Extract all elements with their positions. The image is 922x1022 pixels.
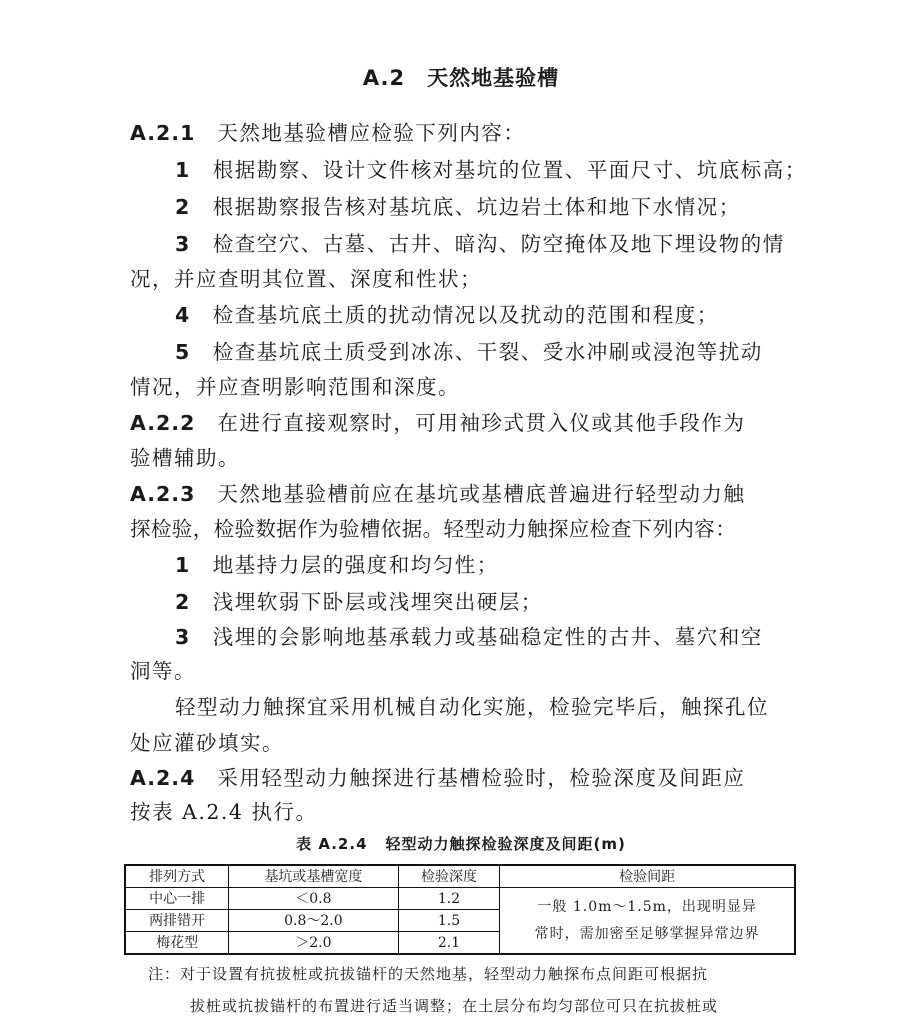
clause-number: A.2.2 xyxy=(130,411,196,435)
table-row xyxy=(125,888,795,910)
arrangement-cell: 梅花型 xyxy=(125,932,229,955)
section-number: A.2 xyxy=(362,66,406,90)
arrangement-cell: 中心一排 xyxy=(125,888,229,910)
column-header: 基坑或基槽宽度 xyxy=(229,865,398,888)
item-number: 3 xyxy=(175,232,191,256)
item-text: 检查基坑底土质的扰动情况以及扰动的范围和程度； xyxy=(212,303,719,327)
item-text: 检查空穴、古墓、古井、暗沟、防空掩体及地下埋设物的情 xyxy=(212,232,785,256)
list-item xyxy=(175,155,807,185)
clause-a23 xyxy=(130,479,745,509)
section-heading xyxy=(0,62,922,92)
spec-table xyxy=(124,864,796,955)
item-text: 根据勘察、设计文件核对基坑的位置、平面尺寸、坑底标高； xyxy=(212,158,807,182)
list-item xyxy=(175,550,499,580)
column-header: 排列方式 xyxy=(125,865,229,888)
table-note-line: 拔桩或抗拔锚杆的布置进行适当调整；在土层分布均匀部位可只在抗拔桩或 xyxy=(190,997,719,1015)
clause-text: 天然地基验槽前应在基坑或基槽底普遍进行轻型动力触 xyxy=(217,482,746,506)
depth-cell: 1.5 xyxy=(398,910,500,932)
list-item-continuation: 况，并应查明其位置、深度和性状； xyxy=(130,267,482,291)
paragraph: 轻型动力触探宜采用机械自动化实施，检验完毕后，触探孔位 xyxy=(175,695,769,719)
depth-cell: 1.2 xyxy=(398,888,500,910)
list-item xyxy=(175,300,719,330)
width-cell: ＜0.8 xyxy=(229,888,398,910)
item-number: 3 xyxy=(175,625,191,649)
width-cell: ＞2.0 xyxy=(229,932,398,955)
spacing-cell xyxy=(500,888,795,955)
arrangement-cell: 两排错开 xyxy=(125,910,229,932)
table-header-row xyxy=(125,865,795,888)
item-text: 浅埋软弱下卧层或浅埋突出硬层； xyxy=(212,590,543,614)
clause-a22 xyxy=(130,408,745,438)
clause-text: 采用轻型动力触探进行基槽检验时，检验深度及间距应 xyxy=(217,766,746,790)
item-text: 地基持力层的强度和均匀性； xyxy=(212,553,499,577)
clause-a24 xyxy=(130,763,745,793)
item-number: 2 xyxy=(175,195,191,219)
spacing-text-line: 一般 1.0m～1.5m，出现明显异 xyxy=(537,898,757,915)
item-text: 根据勘察报告核对基坑底、坑边岩土体和地下水情况； xyxy=(212,195,741,219)
clause-continuation: 探检验，检验数据作为验槽依据。轻型动力触探应检查下列内容： xyxy=(130,517,737,541)
list-item xyxy=(175,622,763,652)
item-number: 2 xyxy=(175,590,191,614)
list-item xyxy=(175,337,763,367)
list-item-continuation: 洞等。 xyxy=(130,659,196,683)
width-cell: 0.8～2.0 xyxy=(229,910,398,932)
list-item xyxy=(175,192,741,222)
list-item-continuation: 情况，并应查明影响范围和深度。 xyxy=(130,375,460,399)
depth-cell: 2.1 xyxy=(398,932,500,955)
spacing-text-line: 常时，需加密至足够掌握异常边界 xyxy=(534,925,760,942)
paragraph-continuation: 处应灌砂填实。 xyxy=(130,731,284,755)
column-header: 检验深度 xyxy=(398,865,500,888)
table-note-line: 注：对于设置有抗拔桩或抗拔锚杆的天然地基，轻型动力触探布点间距可根据抗 xyxy=(148,965,709,983)
item-number: 5 xyxy=(175,340,191,364)
list-item xyxy=(175,587,543,617)
table-title: 轻型动力触探检验深度及间距(m) xyxy=(385,835,626,853)
item-text: 检查基坑底土质受到冰冻、干裂、受水冲刷或浸泡等扰动 xyxy=(212,340,763,364)
clause-number: A.2.3 xyxy=(130,482,196,506)
clause-continuation: 按表 A.2.4 执行。 xyxy=(130,800,318,824)
clause-a21-intro xyxy=(130,118,525,148)
clause-number: A.2.4 xyxy=(130,766,196,790)
section-title: 天然地基验槽 xyxy=(427,66,560,90)
clause-text: 在进行直接观察时，可用袖珍式贯入仪或其他手段作为 xyxy=(217,411,746,435)
item-number: 1 xyxy=(175,553,191,577)
clause-number: A.2.1 xyxy=(130,121,196,145)
item-number: 1 xyxy=(175,158,191,182)
list-item xyxy=(175,229,785,259)
item-number: 4 xyxy=(175,303,191,327)
column-header: 检验间距 xyxy=(500,865,795,888)
item-text: 浅埋的会影响地基承载力或基础稳定性的古井、墓穴和空 xyxy=(212,625,763,649)
clause-continuation: 验槽辅助。 xyxy=(130,446,240,470)
table-caption xyxy=(0,833,922,854)
table-number: 表 A.2.4 xyxy=(296,835,368,853)
clause-text: 天然地基验槽应检验下列内容： xyxy=(217,121,526,145)
